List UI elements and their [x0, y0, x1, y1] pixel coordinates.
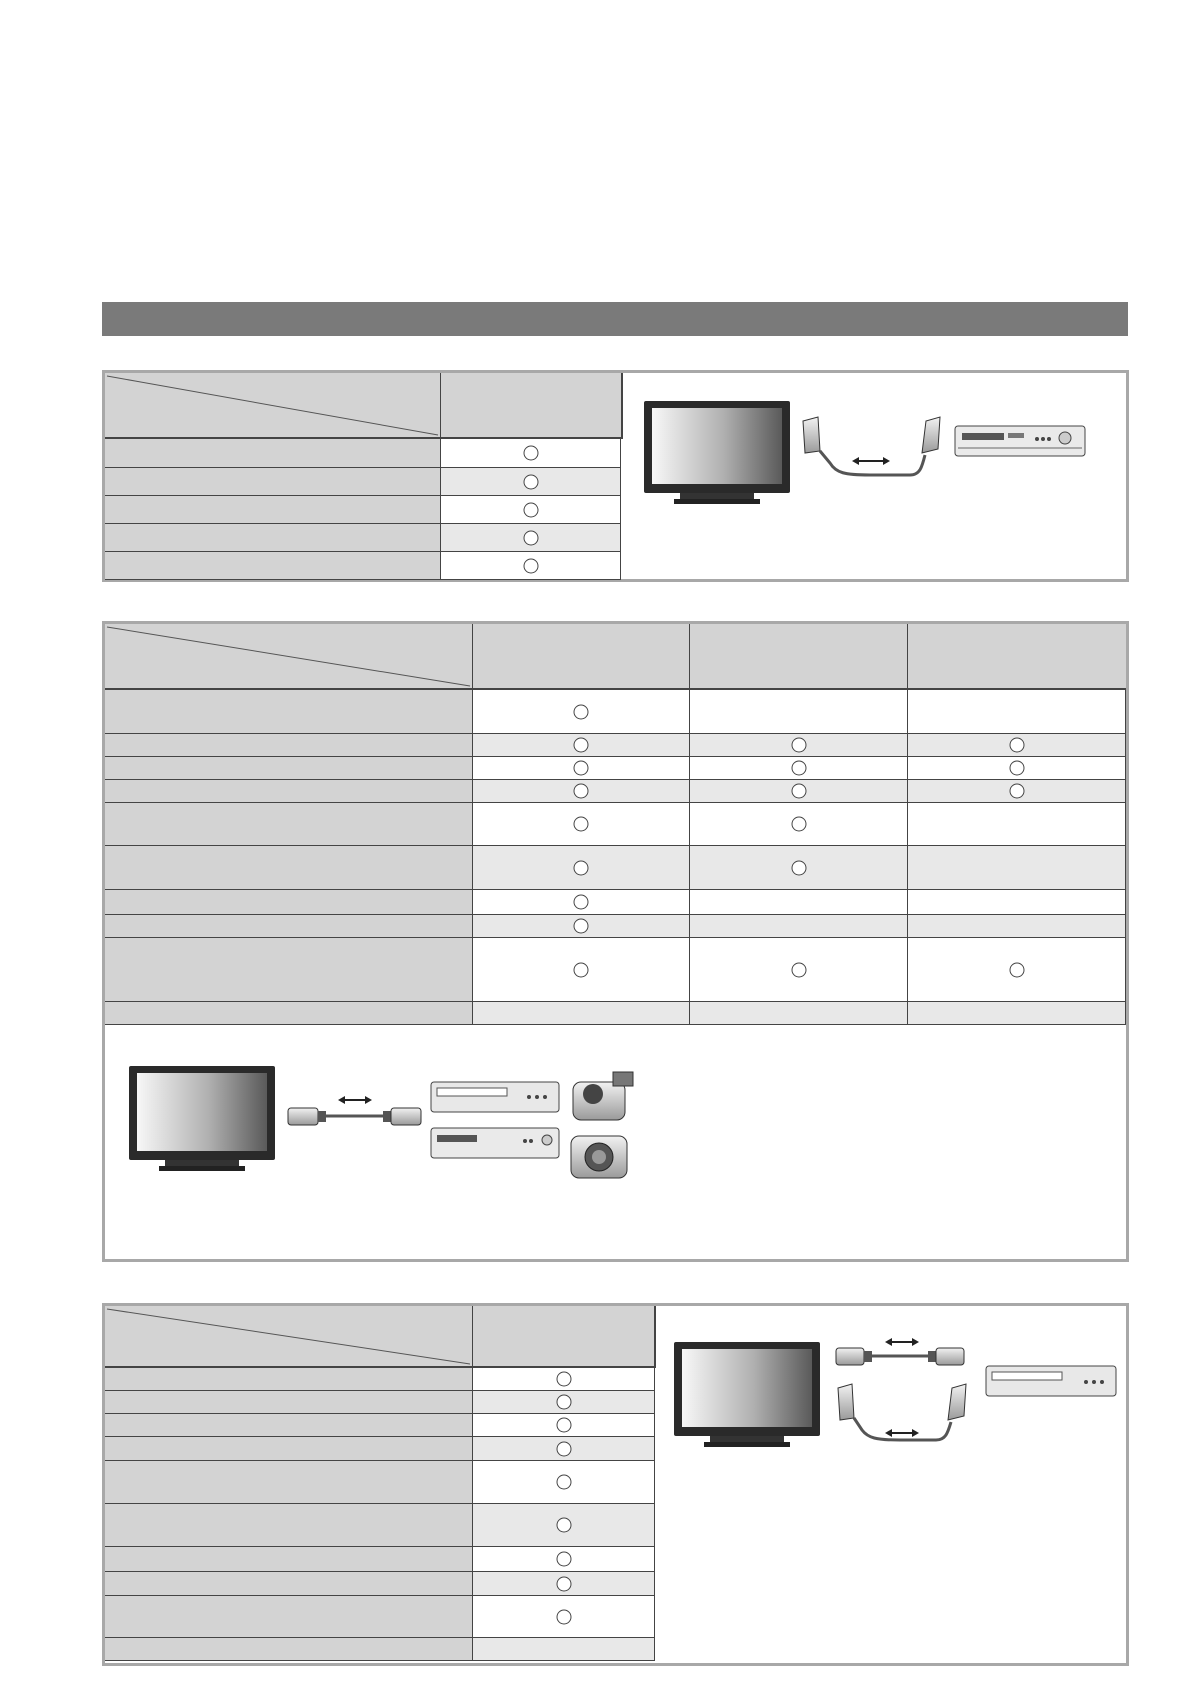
feature-support-circle-icon [574, 962, 589, 977]
hdmi-connection-diagram [125, 1054, 685, 1194]
feature-row-label [105, 524, 441, 552]
feature-row-label [105, 915, 473, 938]
feature-cell [473, 1414, 655, 1437]
tv-icon [674, 1342, 820, 1447]
feature-cell [473, 938, 690, 1002]
feature-support-circle-icon [556, 1576, 571, 1591]
feature-cell [690, 780, 908, 803]
feature-cell [690, 890, 908, 915]
table-2-column-header-2 [690, 624, 908, 690]
feature-support-circle-icon [556, 1609, 571, 1624]
feature-support-circle-icon [556, 1518, 571, 1533]
feature-support-circle-icon [791, 784, 806, 799]
feature-row-label [105, 1002, 473, 1025]
feature-cell [908, 780, 1126, 803]
table-3-corner-header [105, 1306, 473, 1368]
feature-cell [473, 1461, 655, 1504]
camera-icon [571, 1136, 627, 1178]
feature-row-label [105, 1547, 473, 1572]
feature-support-circle-icon [574, 895, 589, 910]
feature-support-circle-icon [791, 962, 806, 977]
recorder-icon [431, 1128, 559, 1158]
feature-support-circle-icon [523, 474, 538, 489]
feature-support-circle-icon [556, 1418, 571, 1433]
panel-3 [102, 1303, 1129, 1666]
feature-cell [441, 468, 621, 496]
feature-cell [690, 690, 908, 734]
feature-support-circle-icon [574, 860, 589, 875]
feature-cell [908, 915, 1126, 938]
hdmi-cable-icon [288, 1108, 421, 1125]
feature-cell [908, 803, 1126, 846]
feature-row-label [105, 1461, 473, 1504]
feature-support-circle-icon [574, 784, 589, 799]
feature-row-label [105, 496, 441, 524]
feature-cell [908, 757, 1126, 780]
feature-support-circle-icon [791, 817, 806, 832]
feature-row-label [105, 1596, 473, 1638]
recorder-icon [431, 1082, 559, 1112]
feature-row-label [105, 1414, 473, 1437]
feature-support-circle-icon [556, 1552, 571, 1567]
feature-support-circle-icon [791, 860, 806, 875]
feature-row-label [105, 938, 473, 1002]
feature-support-circle-icon [791, 761, 806, 776]
feature-cell [690, 1002, 908, 1025]
feature-cell [473, 734, 690, 757]
recorder-icon [986, 1366, 1116, 1396]
feature-support-circle-icon [574, 704, 589, 719]
feature-cell [473, 1391, 655, 1414]
feature-cell [473, 1596, 655, 1638]
table-2-column-header-3 [908, 624, 1126, 690]
tv-icon [129, 1066, 275, 1171]
feature-row-label [105, 846, 473, 890]
feature-cell [473, 915, 690, 938]
feature-cell [473, 890, 690, 915]
feature-row-label [105, 1437, 473, 1461]
feature-support-circle-icon [523, 446, 538, 461]
feature-support-circle-icon [523, 502, 538, 517]
table-2-corner-header [105, 624, 473, 690]
table-1 [105, 373, 621, 579]
feature-cell [690, 846, 908, 890]
feature-cell [441, 524, 621, 552]
feature-cell [690, 734, 908, 757]
hdmi-cable-icon [836, 1348, 964, 1365]
bidirectional-arrow-icon [885, 1429, 919, 1437]
feature-support-circle-icon [1009, 738, 1024, 753]
feature-cell [908, 846, 1126, 890]
table-1-corner-header [105, 373, 441, 439]
feature-cell [908, 890, 1126, 915]
feature-row-label [105, 552, 441, 580]
feature-row-label [105, 1391, 473, 1414]
feature-cell [908, 734, 1126, 757]
feature-cell [908, 690, 1126, 734]
feature-cell [908, 938, 1126, 1002]
scart-connection-diagram [640, 393, 1120, 513]
feature-support-circle-icon [523, 530, 538, 545]
feature-support-circle-icon [1009, 784, 1024, 799]
hdmi-scart-connection-diagram [670, 1326, 1125, 1476]
feature-support-circle-icon [556, 1475, 571, 1490]
feature-cell [473, 690, 690, 734]
feature-cell [441, 439, 621, 468]
feature-row-label [105, 1368, 473, 1391]
panel-1 [102, 370, 1129, 582]
feature-cell [473, 803, 690, 846]
feature-cell [690, 803, 908, 846]
feature-cell [441, 496, 621, 524]
feature-support-circle-icon [556, 1441, 571, 1456]
table-3-column-header [473, 1306, 656, 1368]
feature-support-circle-icon [574, 761, 589, 776]
section-banner [102, 302, 1128, 336]
feature-row-label [105, 1638, 473, 1661]
feature-row-label [105, 734, 473, 757]
feature-row-label [105, 439, 441, 468]
feature-cell [473, 1572, 655, 1596]
recorder-icon [955, 426, 1085, 456]
feature-row-label [105, 757, 473, 780]
feature-row-label [105, 890, 473, 915]
feature-cell [473, 846, 690, 890]
table-3 [105, 1306, 655, 1663]
feature-support-circle-icon [574, 919, 589, 934]
feature-cell [473, 1504, 655, 1547]
feature-support-circle-icon [556, 1372, 571, 1387]
feature-cell [441, 552, 621, 580]
feature-support-circle-icon [574, 738, 589, 753]
feature-cell [473, 780, 690, 803]
feature-cell [690, 938, 908, 1002]
feature-cell [908, 1002, 1126, 1025]
feature-support-circle-icon [1009, 761, 1024, 776]
feature-cell [473, 1638, 655, 1661]
feature-support-circle-icon [1009, 962, 1024, 977]
feature-row-label [105, 690, 473, 734]
feature-cell [690, 757, 908, 780]
scart-cable-icon [803, 417, 940, 475]
camcorder-icon [573, 1072, 633, 1120]
feature-cell [473, 1437, 655, 1461]
bidirectional-arrow-icon [885, 1338, 919, 1346]
panel-2 [102, 621, 1129, 1262]
table-1-column-header [441, 373, 623, 439]
feature-row-label [105, 1572, 473, 1596]
feature-row-label [105, 468, 441, 496]
feature-cell [473, 1547, 655, 1572]
tv-icon [644, 401, 790, 504]
feature-support-circle-icon [574, 817, 589, 832]
feature-cell [473, 1368, 655, 1391]
bidirectional-arrow-icon [852, 457, 890, 465]
feature-cell [473, 757, 690, 780]
table-2-column-header-1 [473, 624, 690, 690]
feature-row-label [105, 1504, 473, 1547]
feature-cell [473, 1002, 690, 1025]
feature-support-circle-icon [523, 558, 538, 573]
feature-support-circle-icon [791, 738, 806, 753]
feature-cell [690, 915, 908, 938]
feature-support-circle-icon [556, 1395, 571, 1410]
scart-cable-icon [838, 1384, 966, 1440]
table-2 [105, 624, 1126, 1025]
feature-row-label [105, 803, 473, 846]
feature-row-label [105, 780, 473, 803]
bidirectional-arrow-icon [338, 1096, 372, 1104]
